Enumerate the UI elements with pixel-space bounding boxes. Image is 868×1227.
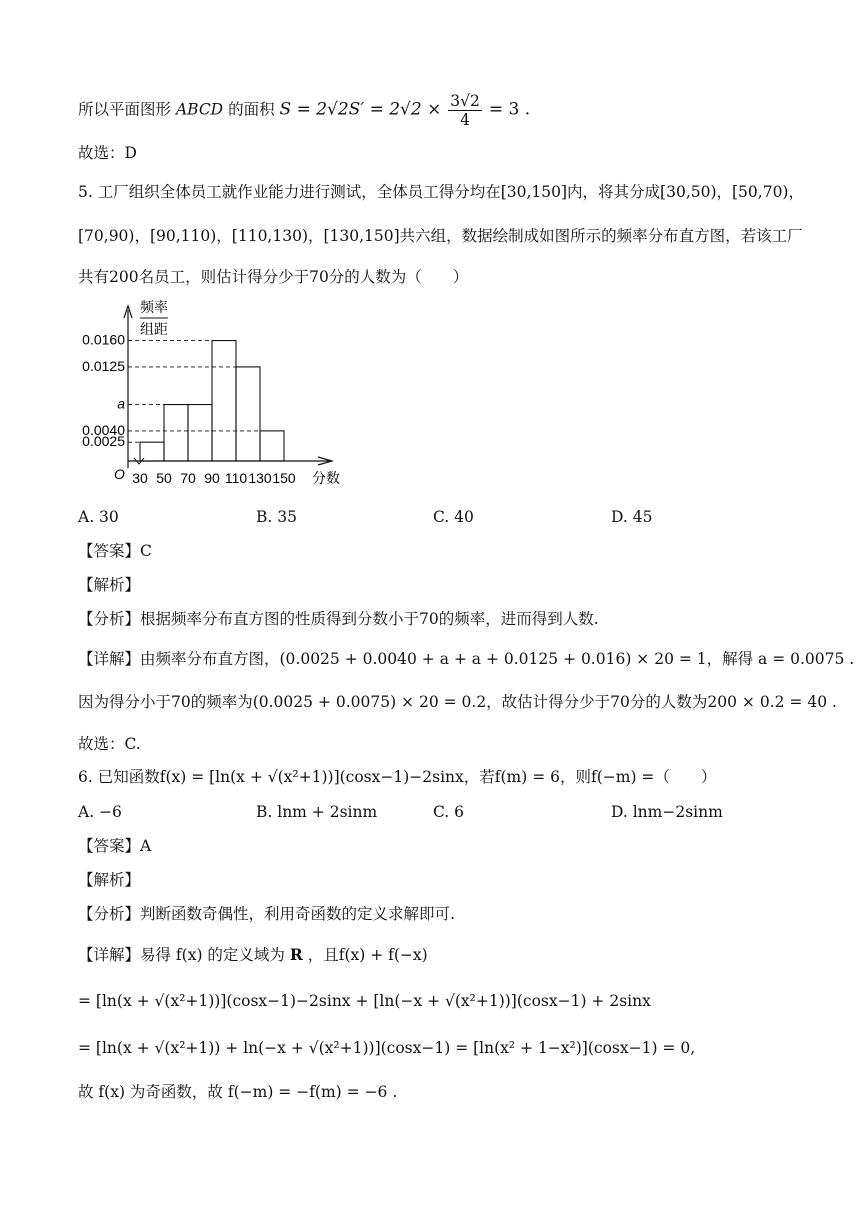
q6-answer: 【答案】A [78,837,152,855]
y-label-top: 频率 [140,299,168,315]
q5-option-d[interactable]: D. 45 [611,508,653,526]
q5-choice: 故选：C. [78,735,141,753]
q6-option-c[interactable]: C. 6 [433,803,465,821]
q5-answer: 【答案】C [78,542,152,560]
histogram-bar [188,405,212,461]
area-formula-left: S = 2√2S′ = 2√2 × [279,99,442,120]
y-tick-label: 0.0125 [82,357,125,374]
x-tick-label: 90 [204,470,220,486]
histogram-bar [260,431,284,461]
q5-option-b[interactable]: B. 35 [256,508,297,526]
y-tick-label: 0.0025 [82,433,125,450]
q5-option-c[interactable]: C. 40 [433,508,474,526]
area-formula-right: = 3 . [488,99,531,120]
q6-equation-2: = [ln(x + √(x²+1)) + ln(−x + √(x²+1))](cosx−1) = [ln(x² + 1−x²)](cosx−1) = 0, [78,1039,696,1057]
y-label-bottom: 组距 [140,321,168,337]
q6-analysis-heading: 【解析】 [78,871,141,889]
q5-option-a[interactable]: A. 30 [78,508,119,526]
histogram-bar [236,367,260,461]
q6-option-a[interactable]: A. −6 [78,803,122,821]
y-tick-label: 0.0160 [82,331,125,348]
q5-stem-line1: 5. 工厂组织全体员工就作业能力进行测试，全体员工得分均在[30,150]内，将其分成[30,50)，[50,70)， [78,183,804,201]
prev-choice: 故选：D [78,144,137,162]
x-tick-label: 130 [248,470,272,486]
histogram-bar [164,405,188,461]
q5-stem-line3: 共有200名员工，则估计得分少于70分的人数为（ ） [78,268,469,286]
q6-conclusion: 故 f(x) 为奇函数，故 f(−m) = −f(m) = −6 . [78,1083,398,1101]
q5-analysis-heading: 【解析】 [78,576,141,594]
x-tick-label: 30 [132,470,148,486]
q6-equation-1: = [ln(x + √(x²+1))](cosx−1)−2sinx + [ln(−x + √(x²+1))](cosx−1) + 2sinx [78,992,651,1010]
q6-stem: 6. 已知函数f(x) = [ln(x + √(x²+1))](cosx−1)−2sinx，若f(m) = 6，则f(−m) =（ ） [78,768,717,786]
y-tick-label: 0.0040 [82,421,125,438]
area-conclusion-line: 所以平面图形 ABCD 的面积 S = 2√2S′ = 2√2 × $\frac{3√2}{4}$ = 3 . [78,92,531,129]
x-axis-label: 分数 [312,470,340,486]
q6-option-b[interactable]: B. lnm + 2sinm [256,803,378,821]
frequency-histogram [70,298,360,498]
q5-detail: 【详解】由频率分布直方图，(0.0025 + 0.0040 + a + a + 0.0125 + 0.016) × 20 = 1，解得 a = 0.0075 . [78,650,855,668]
area-fraction: $\frac{3√2}{4}$ [450,92,480,129]
x-tick-label: 150 [272,470,296,486]
y-tick-label: a [117,395,125,412]
q5-detail-2: 因为得分小于70的频率为(0.0025 + 0.0075) × 20 = 0.2，故估计得分少于70分的人数为200 × 0.2 = 40 . [78,693,837,711]
histogram-bar [212,341,236,461]
x-tick-label: 110 [224,470,248,486]
x-tick-label: 50 [156,470,172,486]
q5-stem-line2: [70,90)，[90,110)，[110,130)，[130,150]共六组，数据绘制成如图所示的频率分布直方图，若该工厂 [78,227,803,245]
q6-analysis: 【分析】判断函数奇偶性，利用奇函数的定义求解即可. [78,905,455,923]
q6-option-d[interactable]: D. lnm−2sinm [611,803,723,821]
q5-analysis: 【分析】根据频率分布直方图的性质得到分数小于70的频率，进而得到人数. [78,610,599,628]
origin-label: O [114,466,125,482]
x-tick-label: 70 [180,470,196,486]
q6-detail: 【详解】易得 f(x) 的定义域为 R ，且f(x) + f(−x) [78,945,428,964]
